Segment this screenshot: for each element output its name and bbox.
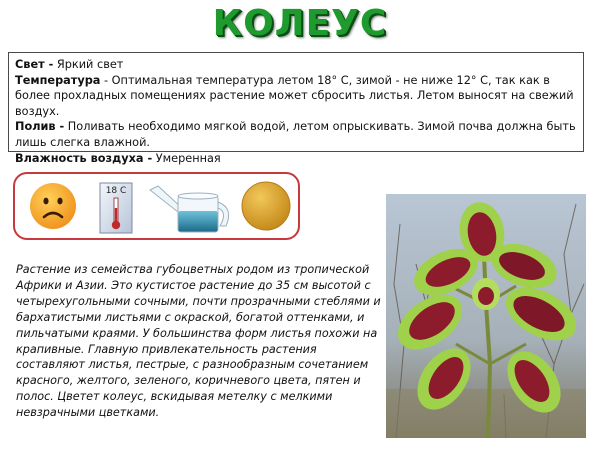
thermometer-label: 18 С xyxy=(105,186,127,196)
humidity-row xyxy=(15,151,577,167)
watering-can-icon xyxy=(148,182,236,234)
watering-row xyxy=(15,119,577,150)
temperature-row xyxy=(15,73,577,120)
coleus-photo xyxy=(386,194,586,438)
light-value: Яркий свет xyxy=(56,58,124,71)
sad-sun-icon xyxy=(28,181,78,231)
humidity-value: Умеренная xyxy=(155,151,221,165)
plant-description: Растение из семейства губоцветных родом из тропической Африки и Азии. Это кустистое растение до 35 см высотой с четырехугольными сочными, почти прозрачными стеблями и бархатистыми листьями с окраской, богатой оттенками, и пильчатыми краями. У большинства форм листья похожи на крапивные. Главную привлекательность растения составляют листья, пестрые, с разнообразным сочетанием красного, желтого, зеленого, коричневого цвета, пятен и полос. Цветет колеус, вскидывая метелку с мелкими невзрачными цветками. xyxy=(16,263,381,420)
care-info-box xyxy=(8,52,584,165)
thermometer-icon xyxy=(96,182,136,234)
light-row xyxy=(15,57,577,73)
watering-value: Поливать необходимо мягкой водой, летом опрыскивать. Зимой почва должна быть лишь слегка влажной. xyxy=(15,120,576,149)
temperature-value: - Оптимальная температура летом 18° С, зимой - не ниже 12° С, так как в более прохладных помещениях растение может сбросить листья. Летом выносят на свежий воздух. xyxy=(15,73,574,118)
light-label: Свет - xyxy=(15,58,54,71)
soil-disc-icon xyxy=(240,180,292,232)
page-title: КОЛЕУС xyxy=(212,3,388,44)
temperature-label: Температура xyxy=(15,73,101,87)
watering-label: Полив - xyxy=(15,120,65,134)
humidity-label: Влажность воздуха - xyxy=(15,151,153,165)
care-icons-panel xyxy=(13,172,300,240)
